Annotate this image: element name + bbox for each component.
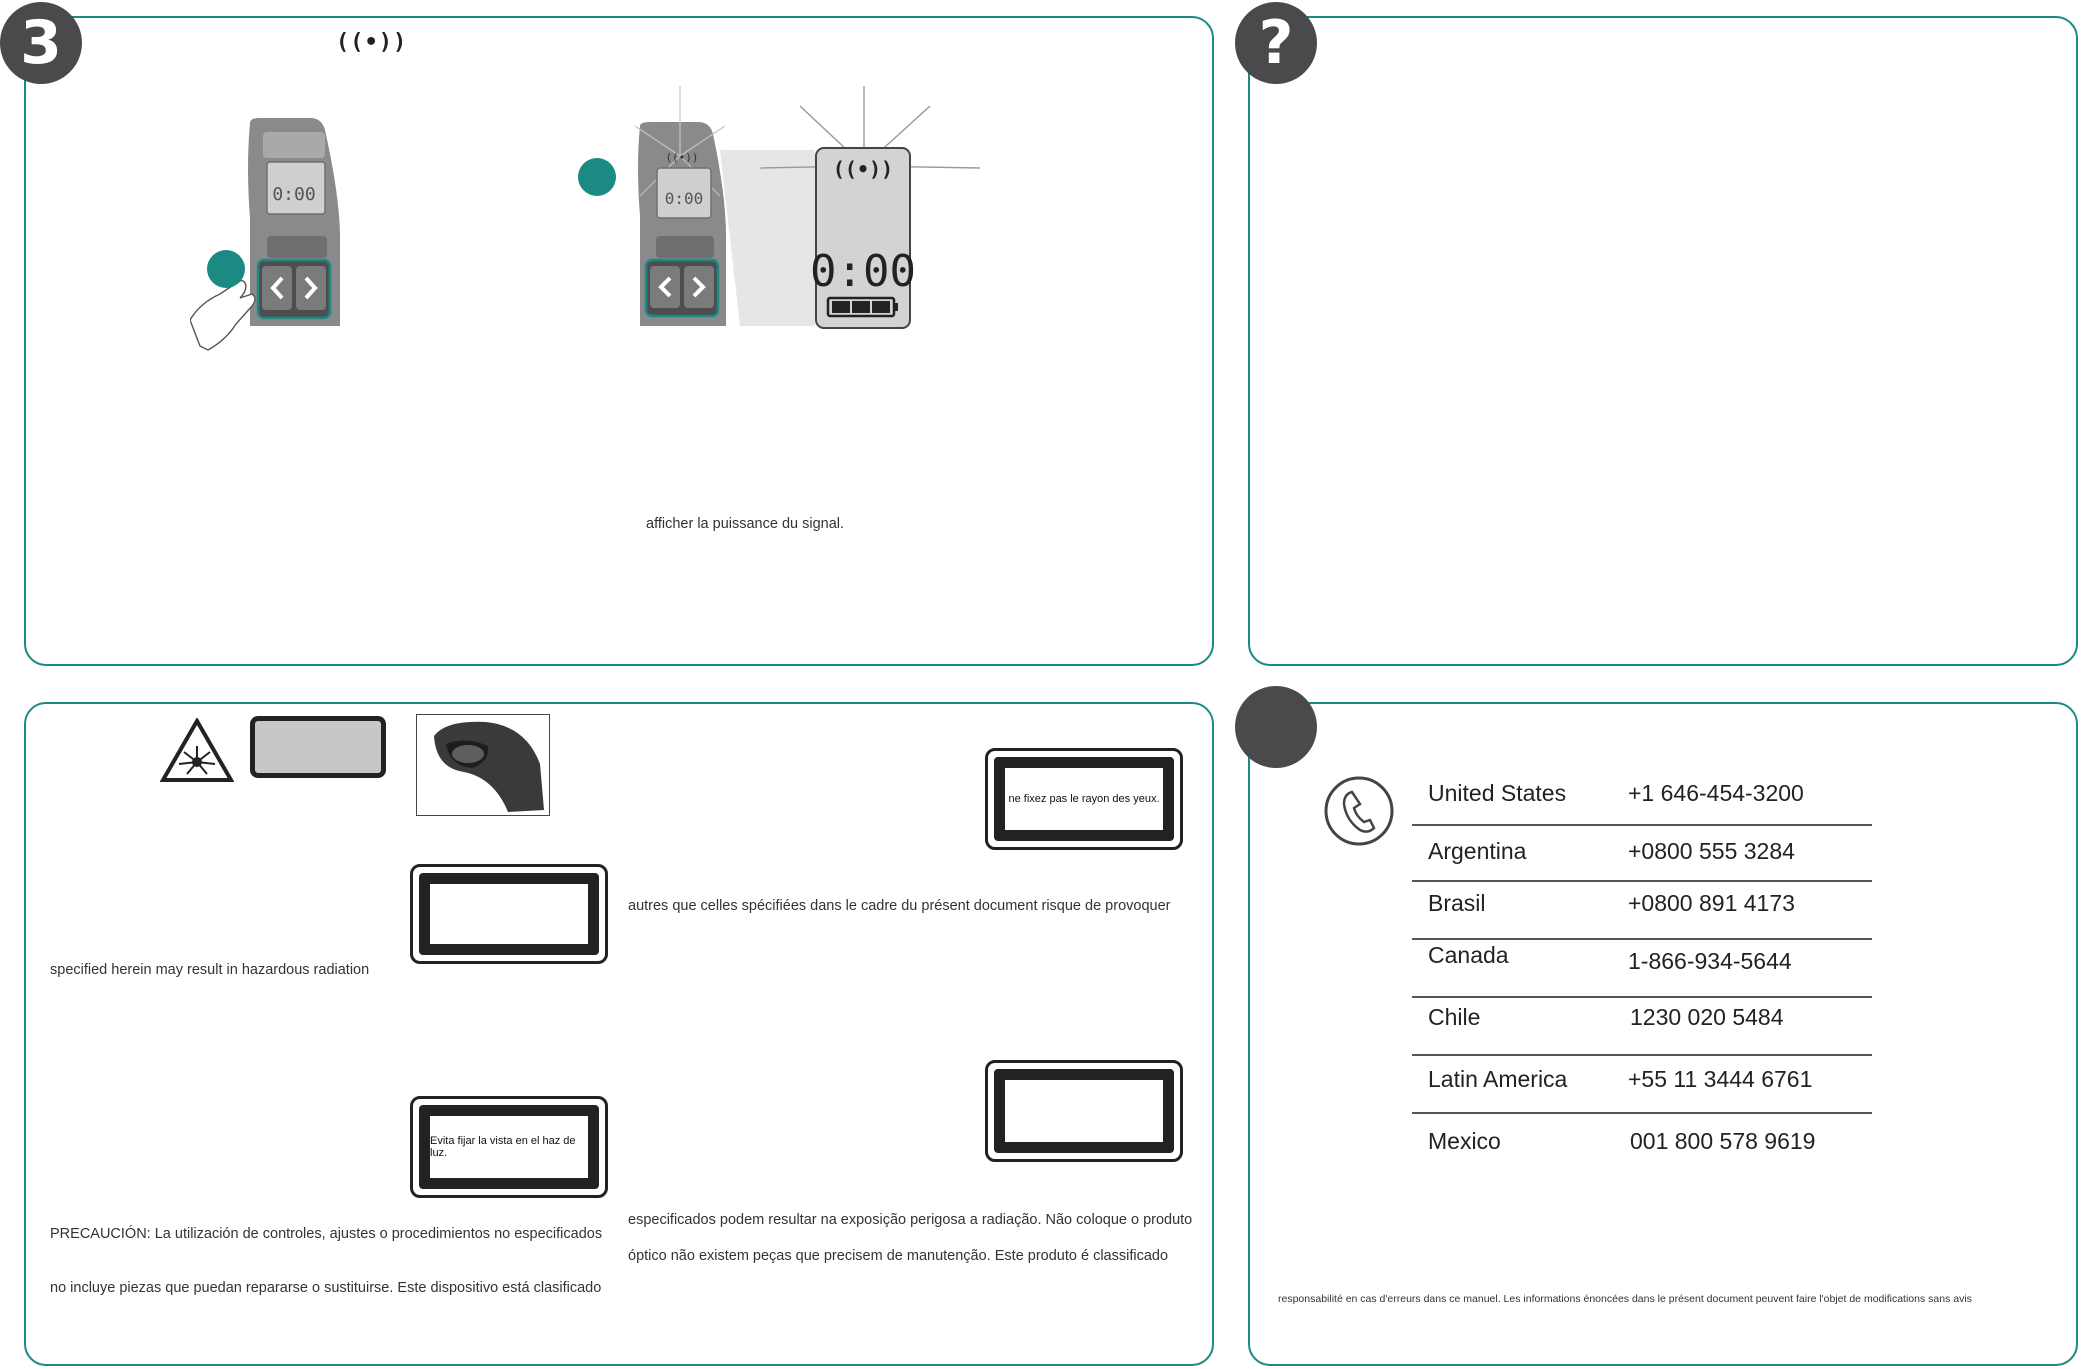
help-question-badge: ? <box>1235 2 1317 84</box>
contact-divider <box>1412 1054 1872 1056</box>
safety-text-es-1: PRECAUCIÓN: La utilización de controles, ajustes o procedimientos no especificados <box>50 1226 603 1242</box>
contact-phone: +0800 555 3284 <box>1628 838 1795 864</box>
zoomed-signal-glyph: ((•)) <box>832 157 894 181</box>
safety-text-pt-1: especificados podem resultar na exposição perigosa a radiação. Não coloque o produto <box>628 1212 1193 1228</box>
safety-text-fr-1: autres que celles spécifiées dans le cadre du présent document risque de provoquer <box>628 898 1171 914</box>
contact-phone: +1 646-454-3200 <box>1628 780 1804 806</box>
contact-phone: 1230 020 5484 <box>1630 1004 1784 1030</box>
contact-phone: 1-866-934-5644 <box>1628 948 1792 974</box>
contact-row-chile <box>1412 1004 1872 1060</box>
contact-divider <box>1412 938 1872 940</box>
warning-label-blank-en <box>410 864 608 964</box>
device-display-time: 0:00 <box>272 184 316 205</box>
contact-phone: 001 800 578 9619 <box>1630 1128 1816 1154</box>
safety-text-pt-2: óptico não existem peças que precisem de manutenção. Este produto é classificado <box>628 1248 1169 1264</box>
contact-country: Canada <box>1428 942 1509 968</box>
contact-country: Chile <box>1428 1004 1481 1030</box>
warning-label-blank-en-inner <box>419 873 599 955</box>
contact-phone: +0800 891 4173 <box>1628 890 1795 916</box>
warning-label-fr-text: ne fixez pas le rayon des yeux. <box>994 757 1174 841</box>
contact-country: United States <box>1428 780 1567 806</box>
contact-divider <box>1412 996 1872 998</box>
svg-text:0:00: 0:00 <box>664 189 704 208</box>
warning-label-es <box>410 1096 608 1198</box>
help-panel <box>1248 16 2078 666</box>
safety-text-es-2: no incluye piezas que puedan repararse o sustituirse. Este dispositivo está clasificado <box>50 1280 602 1296</box>
contact-country: Mexico <box>1428 1128 1501 1154</box>
contact-country: Argentina <box>1428 838 1527 864</box>
contact-divider <box>1412 880 1872 882</box>
contact-badge <box>1235 686 1317 768</box>
warning-label-blank-pt <box>985 1060 1183 1162</box>
contact-footer-disclaimer: responsabilité en cas d'erreurs dans ce manuel. Les informations énoncées dans le présent document peuvent faire l'objet de modifications sans avis <box>1278 1293 1972 1305</box>
signal-caption: afficher la puissance du signal. <box>646 516 845 532</box>
contact-row-mexico <box>1412 1128 1872 1184</box>
device-illustration-press <box>190 118 350 358</box>
contact-divider <box>1412 1112 1872 1114</box>
step-number-badge: 3 <box>0 2 82 84</box>
contact-row-united-states <box>1412 780 1872 836</box>
phone-icon <box>1322 774 1396 848</box>
safety-text-en-1: specified herein may result in hazardous radiation <box>50 962 370 978</box>
blank-gray-label <box>250 716 386 778</box>
laser-warning-icon <box>160 718 234 784</box>
contact-row-argentina <box>1412 838 1872 894</box>
warning-label-blank-pt-inner <box>994 1069 1174 1153</box>
device-sensor-photo <box>416 714 550 816</box>
zoomed-display-time: 0:00 <box>810 246 916 297</box>
contact-country: Latin America <box>1428 1066 1568 1092</box>
contact-row-latin-america <box>1412 1066 1872 1122</box>
warning-label-fr <box>985 748 1183 850</box>
step-indicator-dot-1 <box>207 250 245 288</box>
step-indicator-dot-2 <box>578 158 616 196</box>
contact-phone: +55 11 3444 6761 <box>1628 1066 1813 1092</box>
svg-text:((•)): ((•)) <box>665 151 699 164</box>
warning-label-es-text: Evita fijar la vista en el haz de luz. <box>419 1105 599 1189</box>
signal-strength-glyph: ((•)) <box>336 30 408 55</box>
device-illustration-signal <box>580 86 990 346</box>
contact-row-canada <box>1412 942 1872 998</box>
contact-country: Brasil <box>1428 890 1486 916</box>
contact-divider <box>1412 824 1872 826</box>
